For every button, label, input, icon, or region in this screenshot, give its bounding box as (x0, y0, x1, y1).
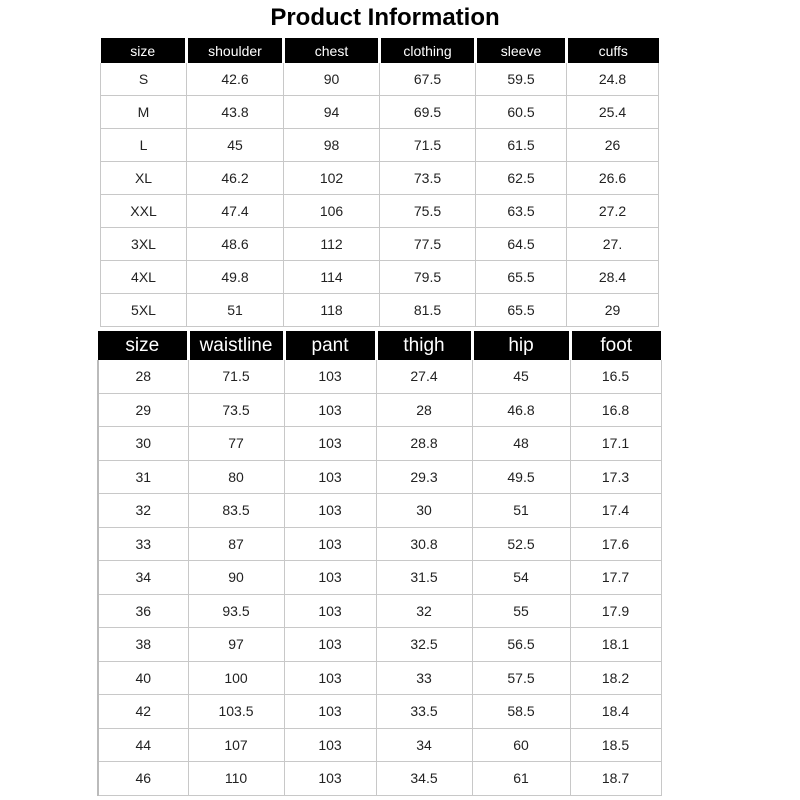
top-header-clothing: clothing (380, 38, 476, 63)
top-cell-shoulder: 43.8 (187, 96, 284, 129)
top-cell-shoulder: 47.4 (187, 195, 284, 228)
bottom-cell-waistline: 107 (188, 728, 284, 762)
top-cell-sleeve: 59.5 (476, 63, 567, 96)
bottom-cell-hip: 48 (472, 427, 570, 461)
bottom-cell-foot: 17.4 (570, 494, 661, 528)
bottom-header-pant: pant (284, 331, 376, 360)
top-cell-clothing: 77.5 (380, 228, 476, 261)
top-cell-chest: 90 (284, 63, 380, 96)
bottom-header-waistline: waistline (188, 331, 284, 360)
bottom-header-thigh: thigh (376, 331, 472, 360)
bottom-header-hip: hip (472, 331, 570, 360)
top-cell-cuffs: 27. (567, 228, 659, 261)
table-row (98, 628, 661, 662)
bottom-cell-thigh: 32.5 (376, 628, 472, 662)
top-cell-clothing: 73.5 (380, 162, 476, 195)
top-header-chest: chest (284, 38, 380, 63)
bottom-cell-waistline: 83.5 (188, 494, 284, 528)
top-cell-chest: 94 (284, 96, 380, 129)
top-cell-clothing: 81.5 (380, 294, 476, 327)
table-row (101, 129, 659, 162)
top-cell-clothing: 75.5 (380, 195, 476, 228)
bottom-cell-foot: 18.5 (570, 728, 661, 762)
bottom-header-size: size (98, 331, 188, 360)
top-header-shoulder: shoulder (187, 38, 284, 63)
bottom-cell-pant: 103 (284, 393, 376, 427)
bottom-cell-thigh: 28 (376, 393, 472, 427)
top-cell-size: XXL (101, 195, 187, 228)
top-cell-size: S (101, 63, 187, 96)
table-row (101, 228, 659, 261)
bottom-cell-foot: 17.7 (570, 561, 661, 595)
bottom-cell-pant: 103 (284, 494, 376, 528)
bottom-cell-size: 40 (98, 661, 188, 695)
top-cell-sleeve: 61.5 (476, 129, 567, 162)
bottom-cell-foot: 18.2 (570, 661, 661, 695)
bottom-cell-waistline: 73.5 (188, 393, 284, 427)
top-cell-cuffs: 29 (567, 294, 659, 327)
bottom-cell-size: 29 (98, 393, 188, 427)
table-row (98, 695, 661, 729)
top-cell-sleeve: 62.5 (476, 162, 567, 195)
table-row (101, 63, 659, 96)
bottom-cell-hip: 60 (472, 728, 570, 762)
bottom-size-table (97, 331, 662, 796)
bottom-cell-pant: 103 (284, 427, 376, 461)
top-cell-cuffs: 26.6 (567, 162, 659, 195)
table-row (101, 162, 659, 195)
bottom-table-header-row (98, 331, 661, 360)
top-cell-cuffs: 26 (567, 129, 659, 162)
bottom-cell-thigh: 29.3 (376, 460, 472, 494)
bottom-cell-foot: 18.4 (570, 695, 661, 729)
top-cell-chest: 112 (284, 228, 380, 261)
bottom-cell-thigh: 30 (376, 494, 472, 528)
bottom-cell-thigh: 28.8 (376, 427, 472, 461)
table-row (98, 494, 661, 528)
bottom-cell-pant: 103 (284, 628, 376, 662)
top-cell-size: M (101, 96, 187, 129)
top-table-body (101, 63, 659, 327)
table-row (98, 661, 661, 695)
table-row (98, 527, 661, 561)
top-cell-clothing: 67.5 (380, 63, 476, 96)
bottom-cell-pant: 103 (284, 561, 376, 595)
bottom-cell-waistline: 97 (188, 628, 284, 662)
top-cell-size: 5XL (101, 294, 187, 327)
table-row (98, 728, 661, 762)
top-cell-chest: 98 (284, 129, 380, 162)
bottom-cell-hip: 61 (472, 762, 570, 796)
bottom-cell-foot: 17.1 (570, 427, 661, 461)
bottom-cell-hip: 49.5 (472, 460, 570, 494)
table-row (101, 261, 659, 294)
table-row (98, 460, 661, 494)
bottom-cell-size: 34 (98, 561, 188, 595)
top-cell-cuffs: 27.2 (567, 195, 659, 228)
bottom-cell-hip: 55 (472, 594, 570, 628)
top-cell-cuffs: 24.8 (567, 63, 659, 96)
bottom-cell-size: 46 (98, 762, 188, 796)
table-row (98, 393, 661, 427)
bottom-cell-pant: 103 (284, 661, 376, 695)
bottom-cell-hip: 54 (472, 561, 570, 595)
table-row (98, 762, 661, 796)
bottom-cell-thigh: 34 (376, 728, 472, 762)
top-cell-clothing: 69.5 (380, 96, 476, 129)
top-cell-chest: 114 (284, 261, 380, 294)
bottom-cell-size: 44 (98, 728, 188, 762)
bottom-cell-pant: 103 (284, 762, 376, 796)
bottom-cell-thigh: 33 (376, 661, 472, 695)
bottom-cell-size: 33 (98, 527, 188, 561)
bottom-cell-foot: 17.6 (570, 527, 661, 561)
bottom-table-body (98, 360, 661, 795)
top-cell-shoulder: 46.2 (187, 162, 284, 195)
top-header-cuffs: cuffs (567, 38, 659, 63)
top-cell-cuffs: 25.4 (567, 96, 659, 129)
bottom-cell-hip: 58.5 (472, 695, 570, 729)
bottom-cell-size: 28 (98, 360, 188, 393)
bottom-cell-hip: 51 (472, 494, 570, 528)
table-row (98, 561, 661, 595)
bottom-cell-size: 30 (98, 427, 188, 461)
bottom-cell-waistline: 90 (188, 561, 284, 595)
top-cell-shoulder: 51 (187, 294, 284, 327)
top-cell-clothing: 79.5 (380, 261, 476, 294)
bottom-cell-foot: 18.7 (570, 762, 661, 796)
bottom-cell-thigh: 33.5 (376, 695, 472, 729)
table-row (101, 195, 659, 228)
bottom-cell-size: 42 (98, 695, 188, 729)
top-header-size: size (101, 38, 187, 63)
top-cell-size: 4XL (101, 261, 187, 294)
bottom-cell-waistline: 103.5 (188, 695, 284, 729)
table-row (98, 360, 661, 393)
bottom-cell-hip: 46.8 (472, 393, 570, 427)
bottom-cell-pant: 103 (284, 460, 376, 494)
page-title: Product Information (270, 4, 500, 31)
top-cell-shoulder: 45 (187, 129, 284, 162)
bottom-header-foot: foot (570, 331, 661, 360)
top-cell-chest: 102 (284, 162, 380, 195)
top-cell-clothing: 71.5 (380, 129, 476, 162)
bottom-cell-size: 32 (98, 494, 188, 528)
bottom-cell-waistline: 100 (188, 661, 284, 695)
table-row (98, 427, 661, 461)
bottom-cell-hip: 56.5 (472, 628, 570, 662)
bottom-cell-waistline: 110 (188, 762, 284, 796)
bottom-cell-pant: 103 (284, 728, 376, 762)
table-row (101, 294, 659, 327)
bottom-cell-thigh: 34.5 (376, 762, 472, 796)
top-size-table (100, 38, 659, 327)
top-cell-sleeve: 60.5 (476, 96, 567, 129)
bottom-cell-waistline: 80 (188, 460, 284, 494)
top-cell-sleeve: 64.5 (476, 228, 567, 261)
bottom-cell-hip: 45 (472, 360, 570, 393)
top-cell-sleeve: 65.5 (476, 261, 567, 294)
bottom-cell-waistline: 77 (188, 427, 284, 461)
bottom-cell-foot: 18.1 (570, 628, 661, 662)
bottom-cell-pant: 103 (284, 360, 376, 393)
top-cell-size: XL (101, 162, 187, 195)
top-cell-shoulder: 42.6 (187, 63, 284, 96)
table-row (98, 594, 661, 628)
bottom-cell-thigh: 27.4 (376, 360, 472, 393)
bottom-cell-waistline: 71.5 (188, 360, 284, 393)
bottom-cell-size: 31 (98, 460, 188, 494)
bottom-cell-hip: 57.5 (472, 661, 570, 695)
bottom-cell-size: 36 (98, 594, 188, 628)
top-cell-chest: 106 (284, 195, 380, 228)
top-cell-size: 3XL (101, 228, 187, 261)
bottom-cell-thigh: 30.8 (376, 527, 472, 561)
bottom-cell-pant: 103 (284, 527, 376, 561)
bottom-cell-foot: 16.8 (570, 393, 661, 427)
bottom-cell-foot: 17.9 (570, 594, 661, 628)
bottom-cell-foot: 17.3 (570, 460, 661, 494)
top-cell-shoulder: 48.6 (187, 228, 284, 261)
bottom-cell-waistline: 93.5 (188, 594, 284, 628)
top-cell-size: L (101, 129, 187, 162)
top-cell-chest: 118 (284, 294, 380, 327)
top-cell-shoulder: 49.8 (187, 261, 284, 294)
top-cell-cuffs: 28.4 (567, 261, 659, 294)
bottom-cell-waistline: 87 (188, 527, 284, 561)
table-row (101, 96, 659, 129)
bottom-cell-size: 38 (98, 628, 188, 662)
top-header-sleeve: sleeve (476, 38, 567, 63)
bottom-cell-pant: 103 (284, 594, 376, 628)
bottom-cell-hip: 52.5 (472, 527, 570, 561)
bottom-cell-thigh: 31.5 (376, 561, 472, 595)
top-cell-sleeve: 63.5 (476, 195, 567, 228)
bottom-cell-pant: 103 (284, 695, 376, 729)
top-table-header-row (101, 38, 659, 63)
top-cell-sleeve: 65.5 (476, 294, 567, 327)
bottom-cell-thigh: 32 (376, 594, 472, 628)
bottom-cell-foot: 16.5 (570, 360, 661, 393)
